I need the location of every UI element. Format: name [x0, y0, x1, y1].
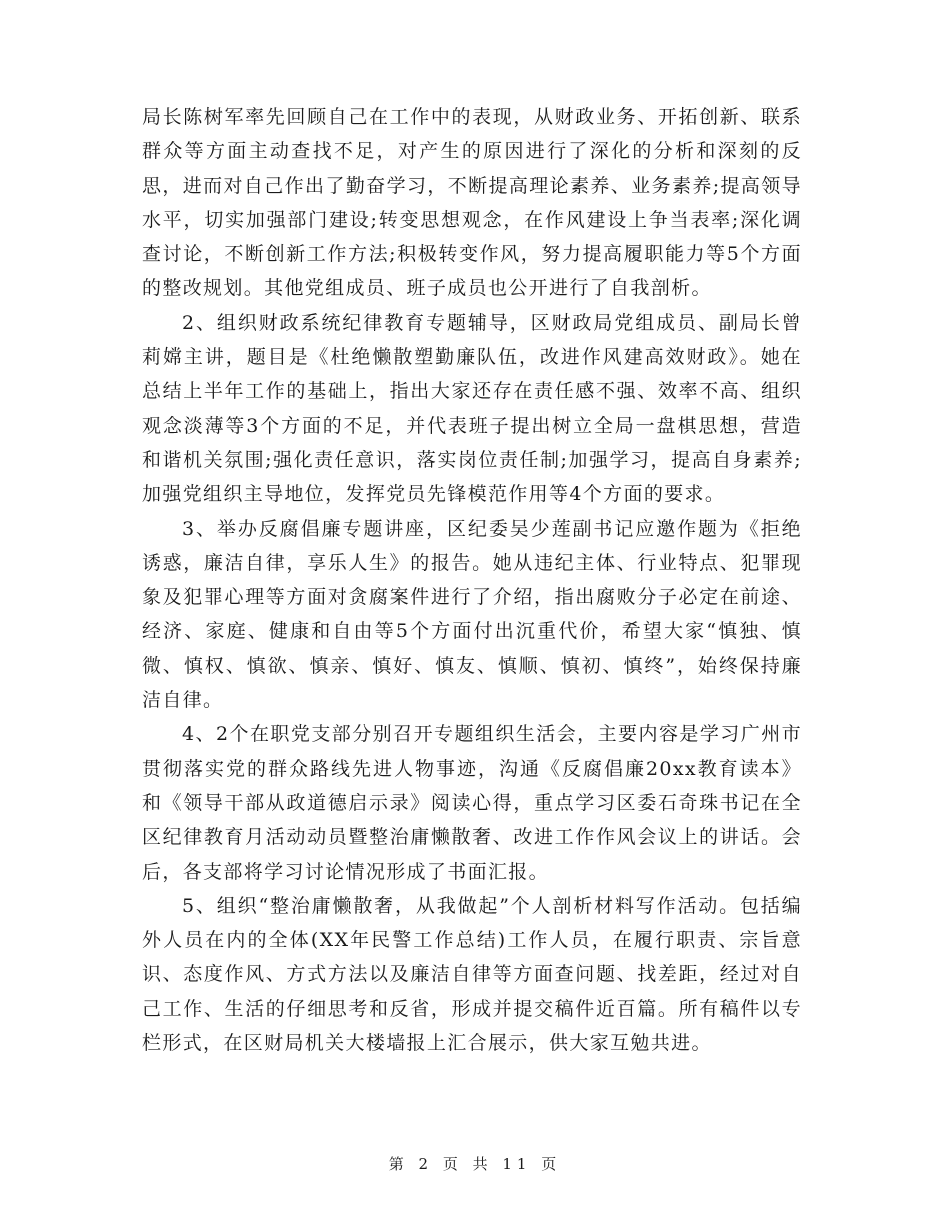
paragraph-item-2: 2、组织财政系统纪律教育专题辅导，区财政局党组成员、副局长曾莉嫦主讲，题目是《杜绝懒散塑勤廉队伍，改进作风建高效财政》。她在总结上半年工作的基础上，指出大家还存在责任感不强、效率不高、组织观念淡薄等3个方面的不足，并代表班子提出树立全局一盘棋思想，营造和谐机关氛围;强化责任意识，落实岗位责任制;加强学习，提高自身素养;加强党组织主导地位，发挥党员先锋模范作用等4个方面的要求。 [142, 311, 802, 506]
document-body [142, 100, 802, 1060]
paragraph-continued: 局长陈树军率先回顾自己在工作中的表现，从财政业务、开拓创新、联系群众等方面主动查找不足，对产生的原因进行了深化的分析和深刻的反思，进而对自己作出了勤奋学习，不断提高理论素养、业务素养;提高领导水平，切实加强部门建设;转变思想观念，在作风建设上争当表率;深化调查讨论，不断创新工作方法;积极转变作风，努力提高履职能力等5个方面的整改规划。其他党组成员、班子成员也公开进行了自我剖析。 [142, 106, 802, 300]
paragraph-item-4: 4、2个在职党支部分别召开专题组织生活会，主要内容是学习广州市贯彻落实党的群众路线先进人物事迹，沟通《反腐倡廉20xx教育读本》和《领导干部从政道德启示录》阅读心得，重点学习区委石奇珠书记在全区纪律教育月活动动员暨整治庸懒散奢、改进工作作风会议上的讲话。会后，各支部将学习讨论情况形成了书面汇报。 [142, 723, 802, 883]
page-number-footer: 第 2 页 共 11 页 [388, 1155, 562, 1173]
paragraph-item-3: 3、举办反腐倡廉专题讲座，区纪委吴少莲副书记应邀作题为《拒绝诱惑，廉洁自律，享乐人生》的报告。她从违纪主体、行业特点、犯罪现象及犯罪心理等方面对贪腐案件进行了介绍，指出腐败分子必定在前途、经济、家庭、健康和自由等5个方面付出沉重代价，希望大家“慎独、慎微、慎权、慎欲、慎亲、慎好、慎友、慎顺、慎初、慎终”，始终保持廉洁自律。 [142, 517, 802, 712]
paragraph-item-5: 5、组织“整治庸懒散奢，从我做起”个人剖析材料写作活动。包括编外人员在内的全体(XX年民警工作总结)工作人员，在履行职责、宗旨意识、态度作风、方式方法以及廉洁自律等方面查问题、找差距，经过对自己工作、生活的仔细思考和反省，形成并提交稿件近百篇。所有稿件以专栏形式，在区财局机关大楼墙报上汇合展示，供大家互勉共进。 [142, 894, 802, 1055]
